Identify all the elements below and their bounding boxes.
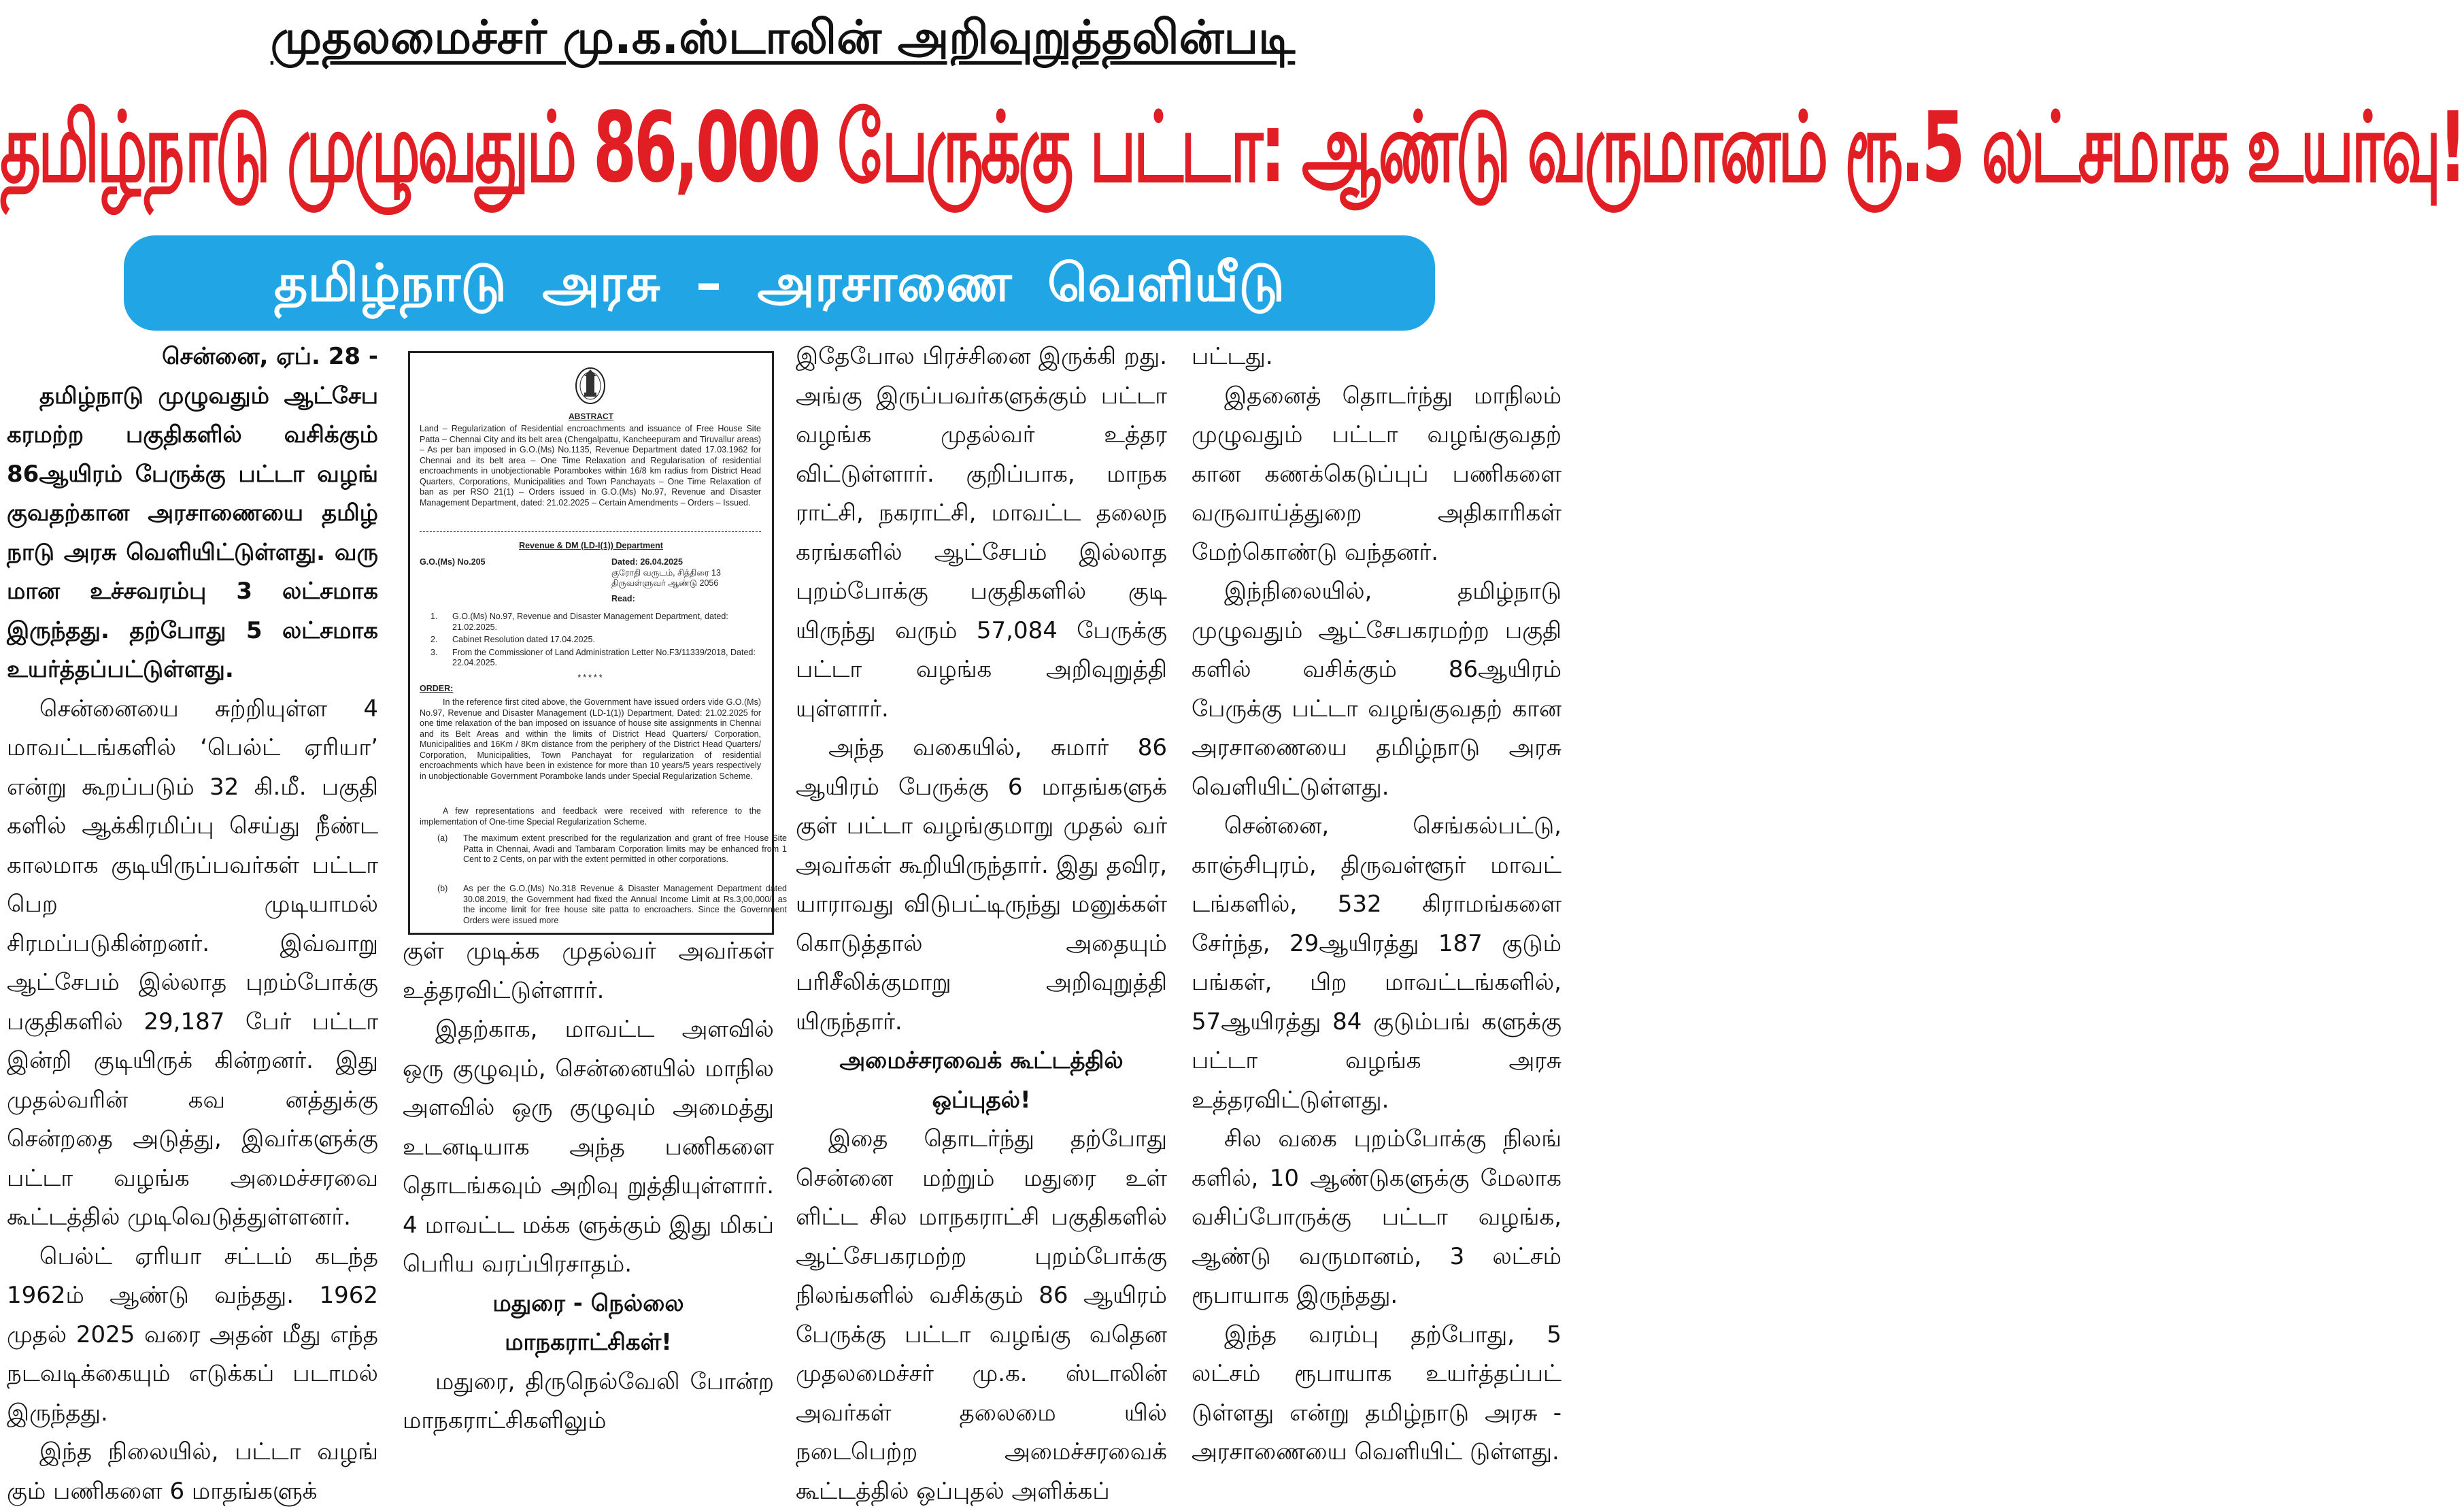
divider xyxy=(420,531,761,532)
point-label: (b) xyxy=(437,884,448,893)
read-item-number: 2. xyxy=(431,635,438,644)
article-column-1 xyxy=(7,337,378,1511)
paragraph: இந்த வரம்பு தற்போது, 5 லட்சம் ரூபாயாக உயர்த்தப்பட் டுள்ளது என்று தமிழ்நாடு அரசு - அரசாணையை வெளியிட் டுள்ளது. xyxy=(1192,1321,1562,1465)
abstract-text: Land – Regularization of Residential encroachments and issuance of Free House Site Patta – Chennai City and its belt area (Chengalpattu, Kancheepuram and Tiruvallur areas) – As per ban imposed in G.O.(Ms) No.1135, Revenue Department dated 17.03.1962 for Chennai and its belt area – One Time Relaxation and Regularisation of residential encroachments in unobjectionable Porambokes within 16/8 km radius from District Head Quarters, Corporations, Municipalities and Town Panchayats – One Time Relaxation of ban as per RSO 21(1) – Orders issued in G.O.(Ms) No.97, Revenue and Disaster Management Department, dated: 21.02.2025 – Certain Amendments – Orders – Issued. xyxy=(420,424,761,508)
order-label: ORDER: xyxy=(420,684,454,693)
order-point-a xyxy=(437,833,787,865)
main-headline: தமிழ்நாடு முழுவதும் 86,000 பேருக்கு பட்டா: ஆண்டு வருமானம் ரூ.5 லட்சமாக உயர்வு! xyxy=(0,91,2464,205)
read-list xyxy=(431,612,761,671)
read-item xyxy=(431,648,761,669)
order-paragraph-1: In the reference first cited above, the Government have issued orders vide G.O.(Ms) No.97, Revenue and Disaster Management (LD-1(1)) Department, Dated: 21.02.2025 for one time relaxation of the ban imposed on issuance of house site assignments in Chennai and its Belt Areas and within the limits of District Head Quarters/ Corporation, Municipalities and 16Km / 8Km distance from the periphery of the District Head Quarters/ Corporation, Municipalities, Town Panchayat for regularization of residential encroachments which have been in existence for more than 10 years/5 years respectively in unobjectionable Government Poramboke lands under Special Regularization Scheme. xyxy=(420,697,761,781)
paragraph: இந்த நிலையில், பட்டா வழங் கும் பணிகளை 6 மாதங்களுக் xyxy=(7,1438,378,1505)
read-item-number: 1. xyxy=(431,612,438,621)
read-item xyxy=(431,635,761,646)
read-item xyxy=(431,612,761,633)
lead-paragraph: தமிழ்நாடு முழுவதும் ஆட்சேப கரமற்ற பகுதிகளில் வசிக்கும் 86ஆயிரம் பேருக்கு பட்டா வழங் குவதற்கான அரசாணையை தமிழ் நாடு அரசு வெளியிட்டுள்ளது. வரு மான உச்சவரம்பு 3 லட்சமாக இருந்தது. தற்போது 5 லட்சமாக உயர்த்தப்பட்டுள்ளது. xyxy=(7,382,378,683)
read-item-number: 3. xyxy=(431,647,438,657)
article-column-4 xyxy=(1192,337,1562,1472)
section-banner: தமிழ்நாடு அரசு – அரசாணை வெளியீடு xyxy=(124,235,1435,331)
paragraph: இதற்காக, மாவட்ட அளவில் ஒரு குழுவும், சென்னையில் மாநில அளவில் ஒரு குழுவும் அமைத்து உடனடியாக அந்த பணிகளை தொடங்கவும் அறிவு றுத்தியுள்ளார். 4 மாவட்ட மக்க ளுக்கும் இது மிகப் பெரிய வரப்பிரசாதம். xyxy=(403,1016,774,1278)
separator-stars: ***** xyxy=(577,673,605,682)
government-seal-icon xyxy=(575,367,606,405)
paragraph: இதை தொடர்ந்து தற்போது சென்னை மற்றும் மதுரை உள் ளிட்ட சில மாநகராட்சி பகுதிகளில் ஆட்சேபகரமற்ற புறம்போக்கு நிலங்களில் வசிக்கும் 86 ஆயிரம் பேருக்கு பட்டா வழங்கு வதென முதலமைச்சர் மு.க. ஸ்டாலின் அவர்கள் தலைமை யில் நடைபெற்ற அமைச்சரவைக் கூட்டத்தில் ஒப்புதல் அளிக்கப் xyxy=(796,1125,1167,1505)
paragraph: சில வகை புறம்போக்கு நிலங் களில், 10 ஆண்டுகளுக்கு மேலாக வசிப்போருக்கு பட்டா வழங்க, ஆண்டு வருமானம், 3 லட்சம் ரூபாயாக இருந்தது. xyxy=(1192,1125,1562,1309)
read-item-text: G.O.(Ms) No.97, Revenue and Disaster Management Department, dated: 21.02.2025. xyxy=(452,612,728,632)
paragraph: இதேபோல பிரச்சினை இருக்கி றது. அங்கு இருப்பவர்களுக்கும் பட்டா வழங்க முதல்வர் உத்தர விட்டுள்ளார். குறிப்பாக, மாநக ராட்சி, நகராட்சி, மாவட்ட தலைந கரங்களில் ஆட்சேபம் இல்லாத புறம்போக்கு பகுதிகளில் குடி யிருந்து வரும் 57,084 பேருக்கு பட்டா வழங்க அறிவுறுத்தி யுள்ளார். xyxy=(796,343,1167,723)
dateline: சென்னை, ஏப். 28 - xyxy=(162,343,378,370)
paragraph: இதனைத் தொடர்ந்து மாநிலம் முழுவதும் பட்டா வழங்குவதற் கான கணக்கெடுப்புப் பணிகளை வருவாய்த்துறை அதிகாரிகள் மேற்கொண்டு வந்தனர். xyxy=(1192,382,1562,566)
paragraph: பட்டது. xyxy=(1192,343,1273,370)
paragraph: இந்நிலையில், தமிழ்நாடு முழுவதும் ஆட்சேபகரமற்ற பகுதி களில் வசிக்கும் 86ஆயிரம் பேருக்கு பட்டா வழங்குவதற் கான அரசாணையை தமிழ்நாடு அரசு வெளியிட்டுள்ளது. xyxy=(1192,578,1562,801)
article-column-3 xyxy=(796,337,1167,1511)
read-item-text: Cabinet Resolution dated 17.04.2025. xyxy=(452,635,595,644)
tamil-date: குரோதி வருடம், சித்திரை 13 xyxy=(611,568,721,578)
read-label: Read: xyxy=(611,594,635,603)
department-name: Revenue & DM (LD-I(1)) Department xyxy=(519,541,663,550)
paragraph: குள் முடிக்க முதல்வர் அவர்கள் உத்தரவிட்டுள்ளார். xyxy=(403,937,774,1004)
article-column-2 xyxy=(403,932,774,1441)
paragraph: மதுரை, திருநெல்வேலி போன்ற மாநகராட்சிகளிலும் xyxy=(403,1367,774,1434)
paragraph: சென்னையை சுற்றியுள்ள 4 மாவட்டங்களில் ‘பெல்ட் ஏரியா’ என்று கூறப்படும் 32 கி.மீ. பகுதி களில் ஆக்கிரமிப்பு செய்து நீண்ட காலமாக குடியிருப்பவர்கள் பட்டா பெற முடியாமல் சிரமப்படுகின்றனர். இவ்வாறு ஆட்சேபம் இல்லாத புறம்போக்கு பகுதிகளில் 29,187 பேர் பட்டா இன்றி குடியிருக் கின்றனர். இது முதல்வரின் கவ னத்துக்கு சென்றதை அடுத்து, இவர்களுக்கு பட்டா வழங்க அமைச்சரவை கூட்டத்தில் முடிவெடுத்துள்ளனர். xyxy=(7,695,378,1231)
government-order-document xyxy=(408,351,787,935)
point-text: As per the G.O.(Ms) No.318 Revenue & Disaster Management Department dated 30.08.2019, the Government had fixed the Annual Income Limit at Rs.3,00,000/- as the income limit for free house site patta to encroachers. Since the Government Orders were issued more xyxy=(463,884,787,925)
tamil-year: திருவள்ளுவர் ஆண்டு 2056 xyxy=(611,578,719,588)
subheading: மதுரை - நெல்லை மாநகராட்சிகள்! xyxy=(492,1289,684,1356)
order-paragraph-2: A few representations and feedback were received with reference to the implementation of One-time Special Regularization Scheme. xyxy=(420,806,761,827)
go-number: G.O.(Ms) No.205 xyxy=(420,557,486,567)
paragraph: சென்னை, செங்கல்பட்டு, காஞ்சிபுரம், திருவள்ளூர் மாவட் டங்களில், 532 கிராமங்களை சேர்ந்த, 29ஆயிரத்து 187 குடும் பங்கள், பிற மாவட்டங்களில், 57ஆயிரத்து 84 குடும்பங் களுக்கு பட்டா வழங்க அரசு உத்தரவிட்டுள்ளது. xyxy=(1192,812,1562,1114)
paragraph: அந்த வகையில், சுமார் 86 ஆயிரம் பேருக்கு 6 மாதங்களுக் குள் பட்டா வழங்குமாறு முதல் வர் அவர்கள் கூறியிருந்தார். இது தவிர, யாராவது விடுபட்டிருந்து மனுக்கள் கொடுத்தால் அதையும் பரிசீலிக்குமாறு அறிவுறுத்தி யிருந்தார். xyxy=(796,734,1167,1035)
subheading: அமைச்சரவைக் கூட்டத்தில் ஒப்புதல்! xyxy=(839,1047,1124,1114)
order-point-b xyxy=(437,884,787,926)
kicker-text: முதலமைச்சர் மு.க.ஸ்டாலின் அறிவுறுத்தலின்படி xyxy=(270,11,1296,65)
read-item-text: From the Commissioner of Land Administration Letter No.F3/11339/2018, Dated: 22.04.2025. xyxy=(452,647,756,667)
point-text: The maximum extent prescribed for the regularization and grant of free House Site Patta in Chennai, Avadi and Tambaram Corporation limits may be enhanced from 1 Cent to 2 Cents, on par with the extent permitted in other corporations. xyxy=(463,833,787,864)
go-date: Dated: 26.04.2025 xyxy=(611,557,683,567)
point-label: (a) xyxy=(437,833,448,843)
paragraph: பெல்ட் ஏரியா சட்டம் கடந்த 1962ம் ஆண்டு வந்தது. 1962 முதல் 2025 வரை அதன் மீது எந்த நடவடிக்கையும் எடுக்கப் படாமல் இருந்தது. xyxy=(7,1242,378,1427)
abstract-heading: ABSTRACT xyxy=(569,412,613,421)
